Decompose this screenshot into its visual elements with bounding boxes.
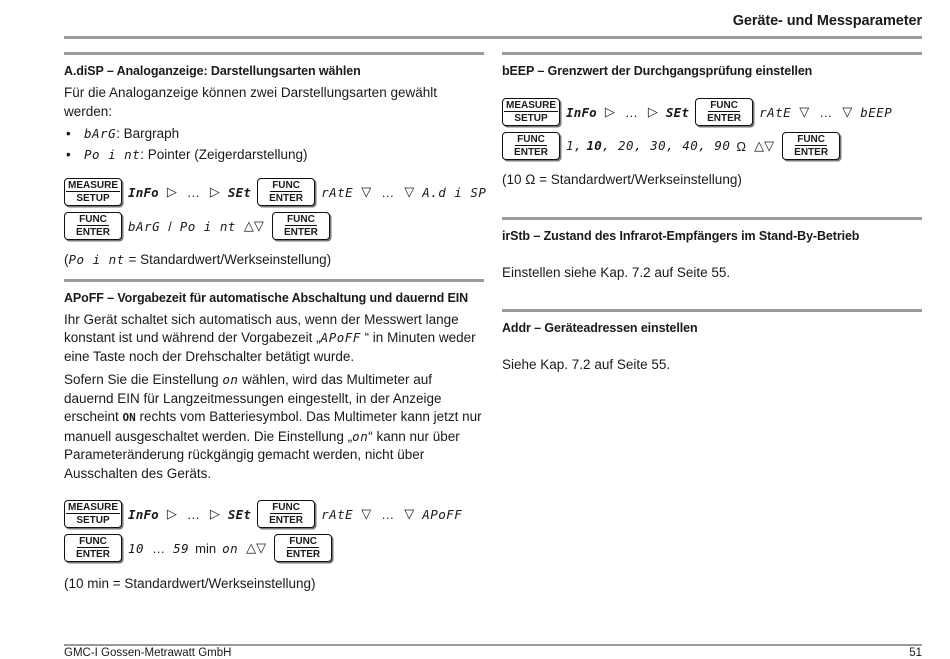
section-title-apoff: APoFF – Vorgabezeit für automatische Abschaltung und dauernd EIN [64, 290, 469, 305]
text: wählen, wird das Multimeter auf dauernd EIN für Langzeitmessungen eingestellt, in der Anzeige erscheint [64, 372, 442, 424]
ellipsis: … [186, 184, 200, 200]
key-label-bottom: ENTER [283, 227, 318, 238]
key-label-top: FUNC [272, 180, 300, 191]
key-label-top: FUNC [797, 134, 825, 145]
seg-set: SEt [665, 104, 690, 120]
header-rule [64, 36, 922, 39]
measure-setup-key[interactable] [64, 178, 122, 206]
measure-setup-key[interactable] [64, 500, 122, 528]
addr-text: Siehe Kap. 7.2 auf Seite 55. [502, 357, 671, 372]
section-title-adisp: A.diSP – Analoganzeige: Darstellungsarten wählen [64, 64, 361, 78]
func-enter-key[interactable] [64, 212, 122, 240]
arrow-right-icon: ▷ [604, 104, 615, 119]
adisp-key-sequence-2 [64, 209, 484, 243]
key-label-top: FUNC [79, 536, 107, 547]
key-label-bottom: ENTER [286, 549, 321, 560]
func-enter-key[interactable] [257, 178, 315, 206]
arrow-down-icon: ▽ [361, 184, 372, 199]
default-text: = Standardwert/Werkseinstellung) [124, 252, 332, 267]
header-title: Geräte- und Messparameter [732, 13, 922, 29]
ellipsis: … [186, 506, 200, 522]
seg-rate: rAtE [321, 184, 354, 200]
arrow-down-icon: ▽ [799, 104, 810, 119]
seg-value-default: 10 [586, 138, 602, 153]
beep-key-sequence-1 [502, 95, 922, 129]
apoff-key-sequence-2 [64, 531, 484, 565]
key-label-bottom: ENTER [76, 227, 110, 238]
seg-apoff: APoFF [320, 330, 361, 345]
key-label-bottom: ENTER [794, 147, 829, 158]
key-label-top: FUNC [289, 536, 318, 547]
key-label-top: MEASURE [505, 100, 556, 111]
seg-set: SEt [227, 506, 252, 522]
section-rule [502, 52, 922, 55]
section-title-addr: Addr – Geräteadressen einstellen [502, 321, 698, 335]
ellipsis: … [381, 184, 395, 200]
adisp-intro: Für die Analoganzeige können zwei Darstellungsarten gewählt werden: [64, 85, 437, 119]
left-column [64, 52, 487, 594]
beep-default: (10 Ω = Standardwert/Werkseinstellung) [502, 172, 742, 187]
seg-59: 59 [173, 540, 190, 556]
key-label-top: FUNC [517, 134, 545, 145]
key-label-bottom: ENTER [76, 549, 110, 560]
key-label-top: MEASURE [67, 180, 118, 191]
section-title-irstb: irStb – Zustand des Infrarot-Empfängers im Stand-By-Betrieb [502, 228, 860, 243]
text: “ in Minuten weder eine Taste noch der Drehschalter betätigt wurde. [64, 330, 476, 364]
arrow-right-icon: ▷ [166, 184, 177, 199]
seg-on: on [222, 540, 239, 556]
bullet-text: : Bargraph [116, 126, 180, 141]
page-number: 51 [909, 647, 922, 659]
key-label-top: FUNC [79, 214, 107, 225]
apoff-key-sequence-1 [64, 497, 484, 531]
section-rule [502, 217, 922, 220]
seg-value: , 20, 30, 40, 90 [601, 138, 731, 153]
text: Ihr Gerät schaltet sich automatisch aus, wenn der Messwert lange konstant ist und während der Vorgabezeit „ [64, 311, 459, 345]
bullet-text: : Pointer (Zeigerdarstellung) [140, 147, 308, 162]
list-item [64, 123, 484, 144]
seg-info: InFo [566, 104, 597, 120]
slash: / [168, 218, 172, 234]
apoff-paragraph-1 [64, 311, 484, 367]
key-label-bottom: ENTER [514, 147, 548, 158]
seg-on: on [222, 372, 239, 387]
seg-10: 10 [128, 540, 145, 556]
func-enter-key[interactable] [274, 534, 332, 562]
apoff-default: (10 min = Standardwert/Werkseinstellung) [64, 576, 316, 591]
arrow-updown-icon: △▽ [246, 540, 267, 555]
seg-point: Po i nt [68, 252, 125, 267]
seg-info: InFo [128, 184, 159, 200]
seg-adisp: A.d i SP [422, 184, 487, 200]
seg-info: InFo [128, 506, 159, 522]
seg-beep: bEEP [860, 104, 893, 120]
min-unit: min [195, 540, 217, 556]
apoff-paragraph-2 [64, 371, 484, 483]
ohm-unit: Ω [736, 138, 747, 154]
seg-barg: bArG [84, 126, 117, 141]
measure-setup-key[interactable] [502, 98, 560, 126]
beep-key-sequence-2 [502, 129, 922, 163]
seg-apoff: APoFF [422, 506, 463, 522]
seg-point: Po i nt [179, 218, 236, 234]
arrow-right-icon: ▷ [209, 506, 220, 521]
key-label-top: FUNC [287, 214, 315, 225]
seg-value: 1, [566, 138, 583, 153]
irstb-text: Einstellen siehe Kap. 7.2 auf Seite 55. [502, 264, 731, 280]
key-label-bottom: ENTER [269, 515, 304, 526]
key-label-bottom: ENTER [269, 193, 304, 204]
list-item [64, 144, 484, 165]
key-label-top: FUNC [272, 502, 300, 513]
section-title-beep: bEEP – Grenzwert der Durchgangsprüfung einstellen [502, 64, 813, 78]
beep-values [566, 137, 730, 155]
arrow-down-icon: ▽ [404, 506, 415, 521]
section-rule [64, 52, 484, 55]
ellipsis: … [624, 104, 638, 120]
adisp-options-list [64, 123, 484, 165]
section-rule [502, 309, 922, 312]
func-enter-key[interactable] [272, 212, 330, 240]
arrow-down-icon: ▽ [361, 506, 372, 521]
text: rechts vom Batteriesymbol. Das Multimeter kann jetzt nur manuell ausgeschaltet werden. Die Einstellung „ [64, 409, 482, 444]
arrow-updown-icon: △▽ [243, 218, 264, 233]
arrow-right-icon: ▷ [166, 506, 177, 521]
arrow-down-icon: ▽ [404, 184, 415, 199]
key-label-bottom: SETUP [76, 193, 110, 204]
arrow-updown-icon: △▽ [754, 138, 775, 153]
arrow-right-icon: ▷ [647, 104, 658, 119]
paren: ( [64, 252, 69, 267]
ellipsis: … [152, 540, 166, 556]
func-enter-key[interactable] [695, 98, 753, 126]
func-enter-key[interactable] [257, 500, 315, 528]
section-rule [64, 279, 484, 282]
seg-rate: rAtE [759, 104, 792, 120]
arrow-right-icon: ▷ [209, 184, 220, 199]
func-enter-key[interactable] [64, 534, 122, 562]
right-column [502, 52, 922, 375]
on-indicator: ON [122, 411, 136, 424]
seg-set: SEt [227, 184, 252, 200]
ellipsis: … [819, 104, 833, 120]
text: Sofern Sie die Einstellung [64, 372, 223, 387]
seg-point: Po i nt [84, 147, 141, 162]
footer-rule [64, 644, 922, 646]
text: “ kann nur über Parameteränderung rückgängig gemacht werden, nicht über Ausschalten des Geräts. [64, 428, 460, 481]
adisp-key-sequence-1 [64, 175, 487, 209]
key-label-bottom: SETUP [514, 113, 548, 124]
key-label-bottom: SETUP [76, 515, 110, 526]
func-enter-key[interactable] [782, 132, 840, 160]
func-enter-key[interactable] [502, 132, 560, 160]
ellipsis: … [381, 506, 395, 522]
seg-rate: rAtE [321, 506, 354, 522]
key-label-bottom: ENTER [707, 113, 742, 124]
seg-on: on [352, 428, 369, 444]
key-label-top: FUNC [710, 100, 738, 111]
key-label-top: MEASURE [67, 502, 118, 513]
adisp-default [64, 251, 484, 270]
footer-company: GMC-I Gossen-Metrawatt GmbH [64, 647, 232, 659]
seg-barg: bArG [128, 218, 161, 234]
arrow-down-icon: ▽ [842, 104, 853, 119]
